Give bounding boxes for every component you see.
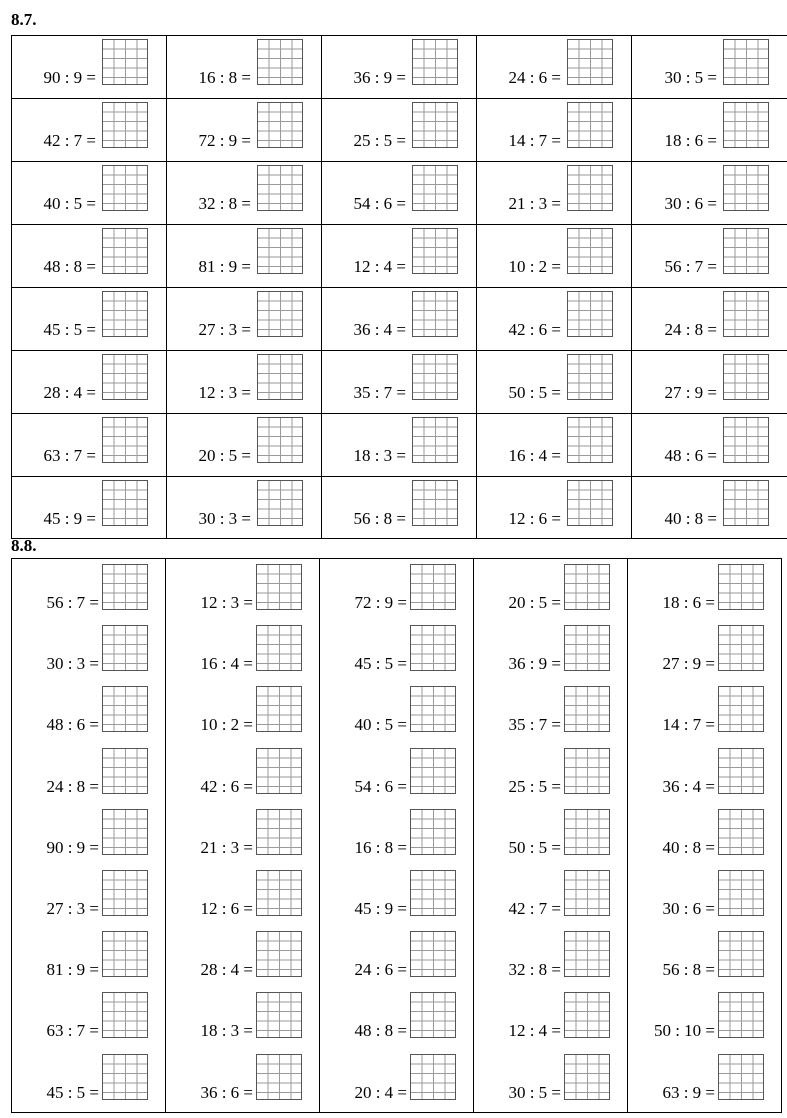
division-expression: 18 : 6 = xyxy=(662,593,715,612)
answer-grid-box[interactable] xyxy=(102,564,148,610)
answer-grid-box[interactable] xyxy=(410,686,456,732)
answer-grid-box[interactable] xyxy=(567,165,613,211)
answer-grid-box[interactable] xyxy=(564,1054,610,1100)
exercise-cell xyxy=(632,99,787,162)
exercise-cell xyxy=(632,477,787,539)
answer-grid-box[interactable] xyxy=(564,931,610,977)
answer-grid-box[interactable] xyxy=(567,39,613,85)
division-expression: 48 : 6 = xyxy=(46,715,99,735)
exercise-cell xyxy=(167,351,322,414)
answer-grid-box[interactable] xyxy=(410,809,456,855)
answer-grid-box[interactable] xyxy=(723,291,769,337)
exercise-cell xyxy=(12,225,167,288)
division-expression: 56 : 7 = xyxy=(664,257,717,276)
division-expression: 12 : 4 = xyxy=(508,1021,561,1041)
answer-grid-box[interactable] xyxy=(256,1054,302,1100)
exercise-row xyxy=(12,288,787,351)
answer-grid-box[interactable] xyxy=(410,564,456,610)
exercise-cell xyxy=(12,351,167,414)
division-expression: 56 : 8 = xyxy=(353,509,406,528)
division-expression: 45 : 5 = xyxy=(46,1082,99,1102)
exercise-cell xyxy=(12,36,167,99)
division-expression: 63 : 7 = xyxy=(43,446,96,465)
answer-grid-box[interactable] xyxy=(256,686,302,732)
exercise-cell xyxy=(167,288,322,351)
division-expression: 35 : 7 = xyxy=(508,715,561,735)
answer-grid-box[interactable] xyxy=(564,748,610,794)
division-expression: 21 : 3 = xyxy=(200,837,253,857)
division-expression: 42 : 6 = xyxy=(508,320,561,339)
answer-grid-box[interactable] xyxy=(410,1054,456,1100)
exercise-cell xyxy=(477,414,632,477)
answer-grid-box[interactable] xyxy=(412,291,458,337)
answer-grid-box[interactable] xyxy=(412,354,458,400)
division-expression: 16 : 4 = xyxy=(508,446,561,465)
division-expression: 27 : 3 = xyxy=(46,899,99,918)
division-expression: 45 : 9 = xyxy=(43,509,96,528)
division-expression: 20 : 4 = xyxy=(354,1082,407,1102)
exercise-cell xyxy=(322,36,477,99)
answer-grid-box[interactable] xyxy=(102,1054,148,1100)
exercise-cell xyxy=(12,288,167,351)
answer-grid-box[interactable] xyxy=(723,165,769,211)
answer-grid-box[interactable] xyxy=(567,480,613,526)
answer-grid-box[interactable] xyxy=(410,870,456,916)
exercise-cell xyxy=(167,162,322,225)
division-expression: 36 : 9 = xyxy=(508,654,561,674)
answer-grid-box[interactable] xyxy=(412,102,458,148)
answer-grid-box[interactable] xyxy=(567,228,613,274)
division-expression: 28 : 4 = xyxy=(43,383,96,402)
division-expression: 16 : 8 = xyxy=(354,837,407,857)
answer-grid-box[interactable] xyxy=(564,809,610,855)
answer-grid-box[interactable] xyxy=(102,931,148,977)
answer-grid-box[interactable] xyxy=(567,102,613,148)
exercise-cell xyxy=(477,36,632,99)
answer-grid-box[interactable] xyxy=(102,291,148,337)
exercise-row xyxy=(12,162,787,225)
answer-grid-box[interactable] xyxy=(256,870,302,916)
division-expression: 20 : 5 = xyxy=(198,446,251,465)
exercise-column xyxy=(166,559,320,1113)
division-expression: 45 : 5 = xyxy=(354,654,407,674)
division-expression: 12 : 4 = xyxy=(353,257,406,276)
exercise-cell xyxy=(322,477,477,539)
answer-grid-box[interactable] xyxy=(102,686,148,732)
division-expression: 63 : 9 = xyxy=(662,1082,715,1102)
answer-grid-box[interactable] xyxy=(564,686,610,732)
division-expression: 36 : 9 = xyxy=(353,68,406,87)
division-expression: 27 : 3 = xyxy=(198,320,251,339)
division-expression: 35 : 7 = xyxy=(353,383,406,402)
division-expression: 20 : 5 = xyxy=(508,593,561,612)
division-expression: 12 : 3 = xyxy=(198,383,251,402)
answer-grid-box[interactable] xyxy=(102,354,148,400)
division-expression: 42 : 7 = xyxy=(43,131,96,150)
division-expression: 27 : 9 = xyxy=(662,654,715,674)
answer-grid-box[interactable] xyxy=(564,625,610,671)
answer-grid-box[interactable] xyxy=(410,625,456,671)
division-expression: 24 : 6 = xyxy=(354,960,407,980)
exercise-cell xyxy=(477,477,632,539)
division-expression: 30 : 3 = xyxy=(46,654,99,674)
division-expression: 18 : 3 = xyxy=(200,1021,253,1041)
division-expression: 48 : 8 = xyxy=(43,257,96,276)
answer-grid-box[interactable] xyxy=(256,992,302,1038)
answer-grid-box[interactable] xyxy=(412,39,458,85)
answer-grid-box[interactable] xyxy=(567,354,613,400)
exercise-cell xyxy=(167,414,322,477)
exercise-cell xyxy=(477,351,632,414)
exercise-column xyxy=(12,559,166,1113)
division-expression: 25 : 5 = xyxy=(508,776,561,796)
division-expression: 30 : 3 = xyxy=(198,509,251,528)
division-expression: 50 : 5 = xyxy=(508,837,561,857)
division-expression: 24 : 6 = xyxy=(508,68,561,87)
exercise-cell xyxy=(632,414,787,477)
division-expression: 42 : 7 = xyxy=(508,899,561,918)
exercise-cell xyxy=(322,288,477,351)
answer-grid-box[interactable] xyxy=(102,809,148,855)
division-expression: 54 : 6 = xyxy=(353,194,406,213)
exercise-cell xyxy=(322,225,477,288)
division-expression: 16 : 8 = xyxy=(198,68,251,87)
division-expression: 81 : 9 = xyxy=(46,960,99,980)
division-expression: 36 : 4 = xyxy=(662,776,715,796)
answer-grid-box[interactable] xyxy=(412,228,458,274)
exercise-cell xyxy=(477,288,632,351)
division-expression: 36 : 4 = xyxy=(353,320,406,339)
division-expression: 25 : 5 = xyxy=(353,131,406,150)
exercise-column xyxy=(320,559,474,1113)
answer-grid-box[interactable] xyxy=(564,992,610,1038)
exercise-row xyxy=(12,225,787,288)
exercise-cell xyxy=(477,162,632,225)
exercise-row xyxy=(12,414,787,477)
exercise-cell xyxy=(632,288,787,351)
answer-grid-box[interactable] xyxy=(102,417,148,463)
answer-grid-box[interactable] xyxy=(257,291,303,337)
division-expression: 32 : 8 = xyxy=(198,194,251,213)
exercise-cell xyxy=(477,99,632,162)
division-expression: 56 : 8 = xyxy=(662,960,715,980)
answer-grid-box[interactable] xyxy=(412,417,458,463)
division-expression: 45 : 9 = xyxy=(354,899,407,918)
exercise-cell xyxy=(167,99,322,162)
answer-grid-box[interactable] xyxy=(723,480,769,526)
answer-grid-box[interactable] xyxy=(718,686,764,732)
answer-grid-box[interactable] xyxy=(257,165,303,211)
exercise-row xyxy=(12,99,787,162)
answer-grid-box[interactable] xyxy=(723,417,769,463)
division-expression: 12 : 3 = xyxy=(200,593,253,612)
division-expression: 14 : 7 = xyxy=(662,715,715,735)
division-expression: 50 : 10 = xyxy=(653,1021,715,1041)
exercise-row xyxy=(12,36,787,99)
exercise-column xyxy=(474,559,628,1113)
division-expression: 18 : 6 = xyxy=(664,131,717,150)
division-expression: 40 : 5 = xyxy=(354,715,407,735)
division-expression: 30 : 6 = xyxy=(662,899,715,918)
division-expression: 72 : 9 = xyxy=(354,593,407,612)
answer-grid-box[interactable] xyxy=(256,748,302,794)
answer-grid-box[interactable] xyxy=(410,992,456,1038)
exercise-cell xyxy=(477,225,632,288)
division-expression: 90 : 9 = xyxy=(46,837,99,857)
division-expression: 14 : 7 = xyxy=(508,131,561,150)
division-expression: 72 : 9 = xyxy=(198,131,251,150)
division-expression: 48 : 6 = xyxy=(664,446,717,465)
answer-grid-box[interactable] xyxy=(257,417,303,463)
division-expression: 40 : 8 = xyxy=(664,509,717,528)
division-expression: 30 : 5 = xyxy=(508,1082,561,1102)
exercise-cell xyxy=(167,36,322,99)
exercise-cell xyxy=(167,477,322,539)
division-expression: 21 : 3 = xyxy=(508,194,561,213)
answer-grid-box[interactable] xyxy=(102,228,148,274)
answer-grid-box[interactable] xyxy=(102,748,148,794)
answer-grid-box[interactable] xyxy=(256,564,302,610)
exercise-column xyxy=(628,559,782,1113)
division-expression: 42 : 6 = xyxy=(200,776,253,796)
exercise-cell xyxy=(322,414,477,477)
division-expression: 56 : 7 = xyxy=(46,593,99,612)
division-expression: 40 : 8 = xyxy=(662,837,715,857)
answer-grid-box[interactable] xyxy=(723,102,769,148)
division-expression: 54 : 6 = xyxy=(354,776,407,796)
answer-grid-box[interactable] xyxy=(723,39,769,85)
division-expression: 27 : 9 = xyxy=(664,383,717,402)
answer-grid-box[interactable] xyxy=(257,480,303,526)
exercise-table-8-8 xyxy=(11,558,782,1113)
answer-grid-box[interactable] xyxy=(718,748,764,794)
answer-grid-box[interactable] xyxy=(412,165,458,211)
answer-grid-box[interactable] xyxy=(256,809,302,855)
answer-grid-box[interactable] xyxy=(718,931,764,977)
division-expression: 28 : 4 = xyxy=(200,960,253,980)
answer-grid-box[interactable] xyxy=(723,354,769,400)
exercise-cell xyxy=(632,162,787,225)
division-expression: 90 : 9 = xyxy=(43,68,96,87)
section-title-8-7: 8.7. xyxy=(11,10,37,29)
answer-grid-box[interactable] xyxy=(718,870,764,916)
answer-grid-box[interactable] xyxy=(718,992,764,1038)
division-expression: 16 : 4 = xyxy=(200,654,253,674)
answer-grid-box[interactable] xyxy=(718,625,764,671)
division-expression: 30 : 5 = xyxy=(664,68,717,87)
exercise-cell xyxy=(12,162,167,225)
exercise-cell xyxy=(12,414,167,477)
answer-grid-box[interactable] xyxy=(257,228,303,274)
exercise-cell xyxy=(632,225,787,288)
answer-grid-box[interactable] xyxy=(718,564,764,610)
exercise-cell xyxy=(12,99,167,162)
answer-grid-box[interactable] xyxy=(723,228,769,274)
answer-grid-box[interactable] xyxy=(567,291,613,337)
answer-grid-box[interactable] xyxy=(718,1054,764,1100)
answer-grid-box[interactable] xyxy=(256,931,302,977)
answer-grid-box[interactable] xyxy=(257,39,303,85)
answer-grid-box[interactable] xyxy=(564,564,610,610)
division-expression: 40 : 5 = xyxy=(43,194,96,213)
answer-grid-box[interactable] xyxy=(102,165,148,211)
exercise-table-8-7 xyxy=(11,35,787,539)
exercise-cell xyxy=(167,225,322,288)
answer-grid-box[interactable] xyxy=(256,625,302,671)
exercise-row xyxy=(12,351,787,414)
division-expression: 10 : 2 = xyxy=(508,257,561,276)
division-expression: 63 : 7 = xyxy=(46,1021,99,1041)
division-expression: 24 : 8 = xyxy=(46,776,99,796)
division-expression: 32 : 8 = xyxy=(508,960,561,980)
division-expression: 12 : 6 = xyxy=(508,509,561,528)
answer-grid-box[interactable] xyxy=(718,809,764,855)
section-title-8-8: 8.8. xyxy=(11,536,37,555)
division-expression: 50 : 5 = xyxy=(508,383,561,402)
answer-grid-box[interactable] xyxy=(257,354,303,400)
answer-grid-box[interactable] xyxy=(257,102,303,148)
division-expression: 36 : 6 = xyxy=(200,1082,253,1102)
division-expression: 24 : 8 = xyxy=(664,320,717,339)
answer-grid-box[interactable] xyxy=(102,625,148,671)
answer-grid-box[interactable] xyxy=(102,39,148,85)
exercise-cell xyxy=(322,162,477,225)
answer-grid-box[interactable] xyxy=(412,480,458,526)
exercise-cell xyxy=(632,351,787,414)
exercise-cell xyxy=(632,36,787,99)
exercise-cell xyxy=(322,351,477,414)
answer-grid-box[interactable] xyxy=(567,417,613,463)
division-expression: 12 : 6 = xyxy=(200,899,253,918)
division-expression: 18 : 3 = xyxy=(353,446,406,465)
division-expression: 10 : 2 = xyxy=(200,715,253,735)
division-expression: 45 : 5 = xyxy=(43,320,96,339)
answer-grid-box[interactable] xyxy=(410,748,456,794)
division-expression: 30 : 6 = xyxy=(664,194,717,213)
exercise-cell xyxy=(12,477,167,539)
answer-grid-box[interactable] xyxy=(564,870,610,916)
answer-grid-box[interactable] xyxy=(102,992,148,1038)
answer-grid-box[interactable] xyxy=(102,102,148,148)
exercise-cell xyxy=(322,99,477,162)
division-expression: 81 : 9 = xyxy=(198,257,251,276)
answer-grid-box[interactable] xyxy=(410,931,456,977)
answer-grid-box[interactable] xyxy=(102,870,148,916)
division-expression: 48 : 8 = xyxy=(354,1021,407,1041)
exercise-row xyxy=(12,477,787,539)
answer-grid-box[interactable] xyxy=(102,480,148,526)
